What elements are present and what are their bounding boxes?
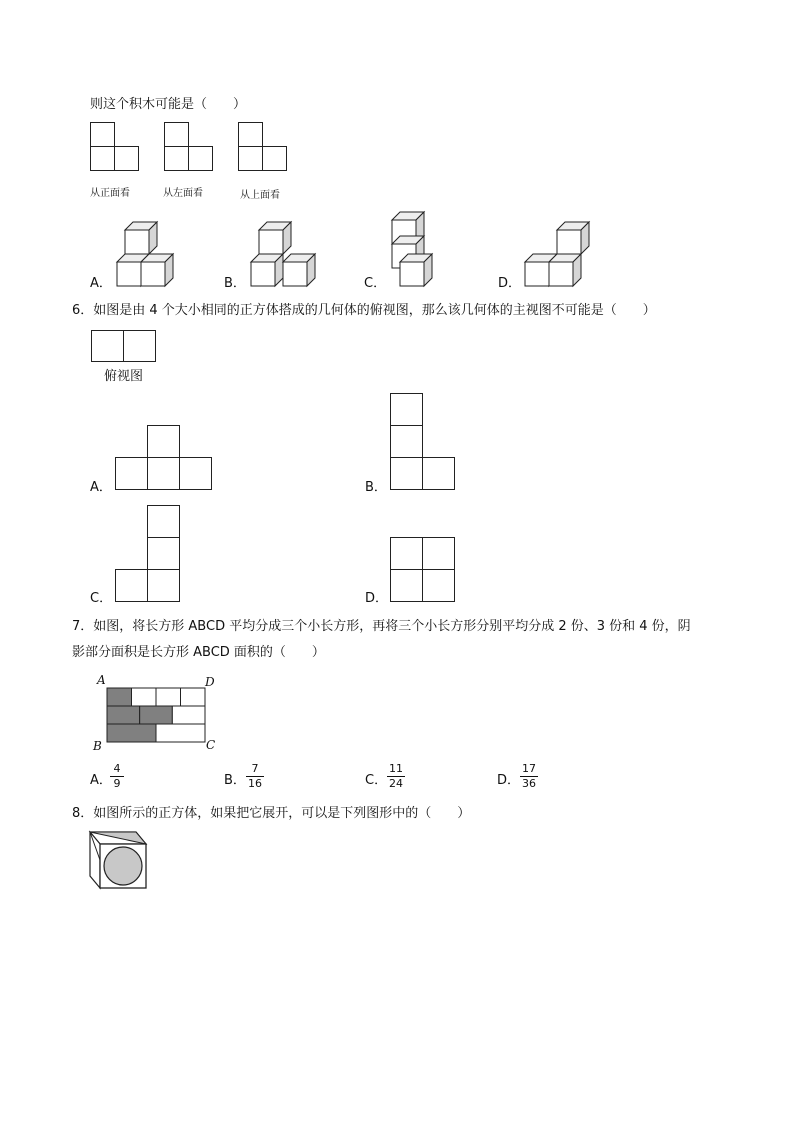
q7-label-d: D	[205, 675, 215, 689]
q5-stem-tail: 则这个积木可能是（ ）	[90, 97, 247, 112]
q8-cube-figure	[90, 832, 148, 890]
q6-option-c: C．	[90, 591, 113, 606]
q6-option-b: B．	[365, 480, 387, 495]
q7-label-c: C	[206, 738, 216, 752]
q5-view-label-front: 从正面看	[90, 188, 130, 199]
q5-option-a-figure	[0, 0, 794, 300]
q7-label-b: B	[93, 739, 102, 753]
q6-option-d: D．	[365, 591, 389, 606]
q7-option-a-denominator: 9	[113, 777, 121, 790]
q5-option-b: B．	[224, 276, 246, 291]
q7-option-d-numerator: 17	[522, 762, 536, 775]
q6-figure-caption: 俯视图	[104, 369, 144, 384]
q5-view-label-top: 从上面看	[240, 190, 280, 201]
q8-stem: 8．如图所示的正方体，如果把它展开，可以是下列图形中的（ ）	[72, 806, 471, 821]
q7-option-d-fraction	[520, 763, 538, 790]
q7-option-d-denominator: 36	[522, 777, 536, 790]
q7-stem-line1: 7．如图，将长方形 ABCD 平均分成三个小长方形，再将三个小长方形分别平均分成 2 份、3 份和 4 份，阴	[72, 619, 691, 634]
q7-option-b-fraction	[246, 763, 264, 790]
q5-option-d: D．	[498, 276, 522, 291]
q7-option-a: A．	[90, 773, 112, 788]
q7-option-a-fraction	[110, 763, 124, 790]
q7-option-b-denominator: 16	[248, 777, 262, 790]
q7-option-a-numerator: 4	[113, 762, 121, 775]
q7-option-c: C．	[365, 773, 388, 788]
q7-rectangle-figure	[107, 688, 205, 742]
q5-view-label-left: 从左面看	[163, 188, 203, 199]
q5-option-a: A．	[90, 276, 112, 291]
q7-option-d: D．	[497, 773, 521, 788]
q7-option-b: B．	[224, 773, 246, 788]
q7-label-a: A	[97, 673, 106, 687]
q7-option-c-denominator: 24	[389, 777, 403, 790]
q5-option-c: C．	[364, 276, 387, 291]
q7-option-c-fraction	[387, 763, 405, 790]
q6-option-a: A．	[90, 480, 112, 495]
q7-option-c-numerator: 11	[389, 762, 403, 775]
q6-stem: 6．如图是由 4 个大小相同的正方体搭成的几何体的俯视图，那么该几何体的主视图不可能是（ ）	[72, 303, 656, 318]
q7-stem-line2: 影部分面积是长方形 ABCD 面积的（ ）	[72, 645, 325, 660]
q7-option-b-numerator: 7	[251, 762, 259, 775]
